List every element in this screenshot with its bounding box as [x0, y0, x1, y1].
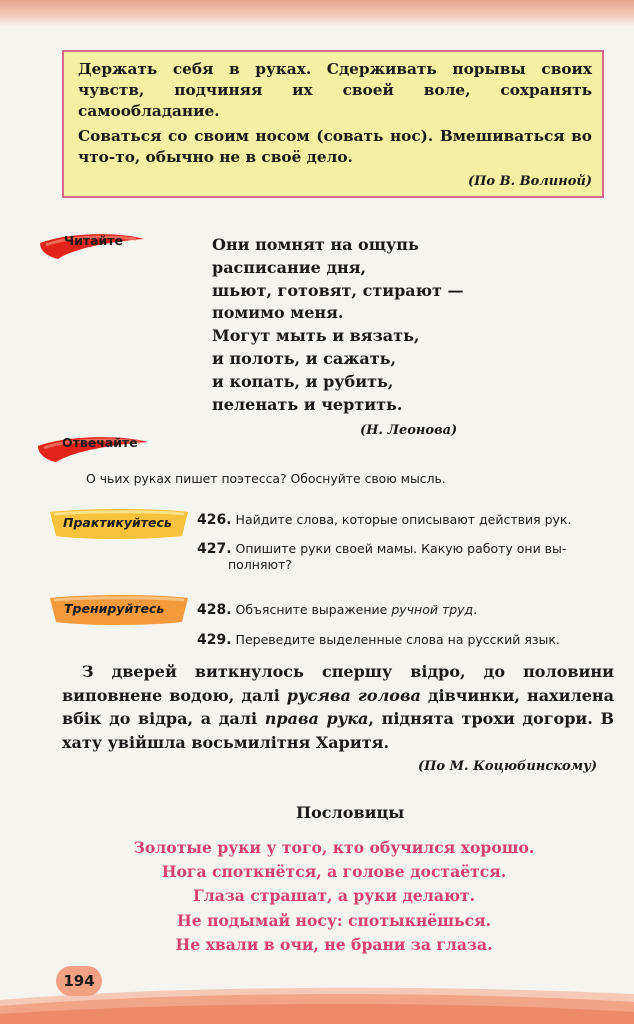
poem-line: расписание дня, — [212, 257, 367, 277]
idiom-2 — [78, 126, 592, 168]
poem-line: и полоть, и сажать, — [212, 348, 397, 368]
ukrainian-passage — [62, 660, 614, 754]
poem-line: шьют, готовят, стирают — — [212, 280, 464, 300]
practice-label: Практикуйтесь — [63, 515, 172, 530]
task-427 — [197, 541, 617, 573]
task-italic-term: ручной труд — [391, 602, 474, 617]
poem-line: Могут мыть и вязать, — [212, 326, 420, 346]
poem-line: и копать, и рубить, — [212, 371, 394, 391]
task-text: Объясните выражение — [235, 602, 392, 617]
proverb: Золотые руки у того, кто обучился хорошо. — [133, 838, 535, 857]
idiom-2-definition: . Вмешиваться во что-то, обычно не в своё дело. — [78, 127, 592, 166]
passage-source: (По М. Коцюбинскому) — [418, 759, 598, 774]
task-number: 427. — [197, 541, 232, 557]
page-number-badge — [56, 966, 102, 996]
poem-line: Они помнят на ощупь — [212, 235, 419, 254]
top-decor-band — [0, 0, 634, 26]
proverb: Нога споткнётся, а голове достаётся. — [161, 862, 507, 882]
proverbs-list — [100, 836, 568, 957]
task-428 — [197, 602, 617, 618]
idioms-source: (По В. Волиной) — [467, 174, 592, 189]
task-426 — [197, 512, 617, 528]
idiom-2-term: Соваться со своим носом (совать нос) — [78, 127, 428, 145]
idiom-1-definition: Сдерживать порывы своих чувств, подчиняя их своей воле, сохранять самообладание. — [78, 60, 592, 120]
poem-question: О чьих руках пишет поэтесса? Обоснуйте свою мысль. — [86, 471, 446, 486]
passage-text: , піднята трохи догори. В хату увійшла восьмилітня Харитя. — [62, 709, 614, 752]
proverb: Не хвали в очи, не брани за глаза. — [175, 934, 493, 954]
task-text: Найдите слова, которые описывают действия рук. — [235, 512, 572, 527]
passage-text: дівчинки, нахилена вбік до відра, а далі — [62, 685, 615, 728]
page-number: 194 — [63, 972, 95, 990]
proverb: Глаза страшат, а руки делают. — [192, 886, 476, 906]
poem — [212, 234, 464, 416]
passage-text: З дверей виткнулось спершу відро, до половини виповнене водою, далі — [62, 662, 614, 705]
task-text-continued: полняют? — [228, 557, 292, 572]
answer-label: Отвечайте — [62, 435, 138, 450]
proverb: Не подымай носу: спотыкнёшься. — [176, 910, 492, 930]
poem-line: помимо меня. — [212, 303, 344, 323]
task-text: Опишите руки своей мамы. Какую работу они вы- — [235, 541, 567, 556]
task-number: 429. — [197, 632, 232, 648]
idiom-1 — [78, 59, 592, 122]
train-label: Тренируйтесь — [64, 601, 165, 616]
passage-highlight: русява голова — [286, 685, 421, 705]
task-text: Переведите выделенные слова на русский язык. — [235, 632, 560, 647]
task-number: 428. — [197, 602, 232, 618]
passage-highlight: права рука — [264, 709, 369, 728]
idioms-box — [62, 50, 604, 198]
poem-line: пеленать и чертить. — [212, 394, 403, 414]
read-label: Читайте — [64, 233, 124, 248]
poem-source: (Н. Леонова) — [360, 423, 458, 438]
task-number: 426. — [197, 512, 232, 528]
task-text-end: . — [473, 602, 478, 617]
proverbs-title: Пословицы — [296, 803, 405, 822]
idiom-1-term: Держать себя в руках. — [78, 60, 312, 78]
task-429 — [197, 632, 617, 648]
